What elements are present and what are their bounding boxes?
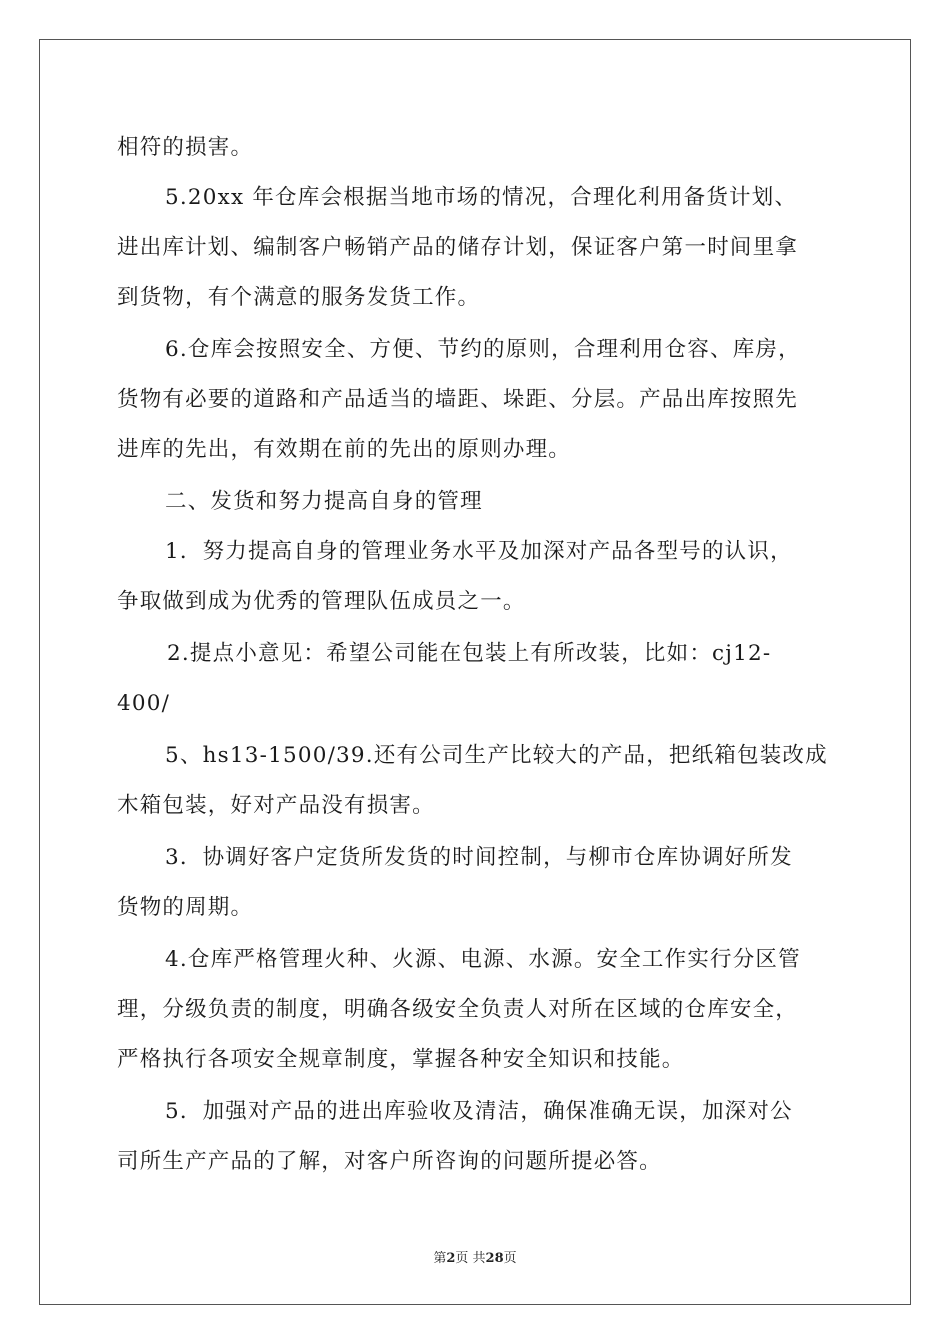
text-line: 争取做到成为优秀的管理队伍成员之一。 bbox=[117, 589, 526, 614]
text-line: 5、hs13-1500/39.还有公司生产比较大的产品，把纸箱包装改成 bbox=[165, 743, 828, 768]
text-line: 5.20xx 年仓库会根据当地市场的情况，合理化利用备货计划、 bbox=[165, 185, 798, 210]
text-line: 4.仓库严格管理火种、火源、电源、水源。安全工作实行分区管 bbox=[165, 947, 801, 972]
text-line: 到货物，有个满意的服务发货工作。 bbox=[117, 285, 481, 310]
footer-prefix: 第 bbox=[433, 1251, 447, 1266]
text-line: 5．加强对产品的进出库验收及清洁，确保准确无误，加深对公 bbox=[165, 1099, 793, 1124]
text-line: 货物的周期。 bbox=[117, 895, 254, 920]
page-footer bbox=[0, 1247, 950, 1266]
text-line: 木箱包装，好对产品没有损害。 bbox=[117, 793, 435, 818]
text-line: 理，分级负责的制度，明确各级安全负责人对所在区域的仓库安全， bbox=[117, 997, 799, 1022]
text-line: 严格执行各项安全规章制度，掌握各种安全知识和技能。 bbox=[117, 1047, 685, 1072]
current-page-number: 2 bbox=[446, 1251, 456, 1266]
text-line: 1．努力提高自身的管理业务水平及加深对产品各型号的认识， bbox=[165, 539, 793, 564]
text-line: 司所生产产品的了解，对客户所咨询的问题所提必答。 bbox=[117, 1149, 662, 1174]
footer-mid: 页 共 bbox=[455, 1251, 486, 1266]
text-line: 进库的先出，有效期在前的先出的原则办理。 bbox=[117, 437, 572, 462]
text-line: 2.提点小意见：希望公司能在包装上有所改装，比如：cj12- bbox=[167, 641, 772, 666]
text-line: 进出库计划、编制客户畅销产品的储存计划，保证客户第一时间里拿 bbox=[117, 235, 799, 260]
text-line: 400/ bbox=[117, 691, 171, 716]
text-line: 货物有必要的道路和产品适当的墙距、垛距、分层。产品出库按照先 bbox=[117, 387, 799, 412]
text-line: 6.仓库会按照安全、方便、节约的原则，合理利用仓容、库房， bbox=[165, 337, 801, 362]
section-heading: 二、发货和努力提高自身的管理 bbox=[165, 489, 483, 514]
text-line: 相符的损害。 bbox=[117, 135, 254, 160]
text-line: 3．协调好客户定货所发货的时间控制，与柳市仓库协调好所发 bbox=[165, 845, 793, 870]
footer-suffix: 页 bbox=[503, 1251, 517, 1266]
total-page-count: 28 bbox=[485, 1251, 504, 1266]
